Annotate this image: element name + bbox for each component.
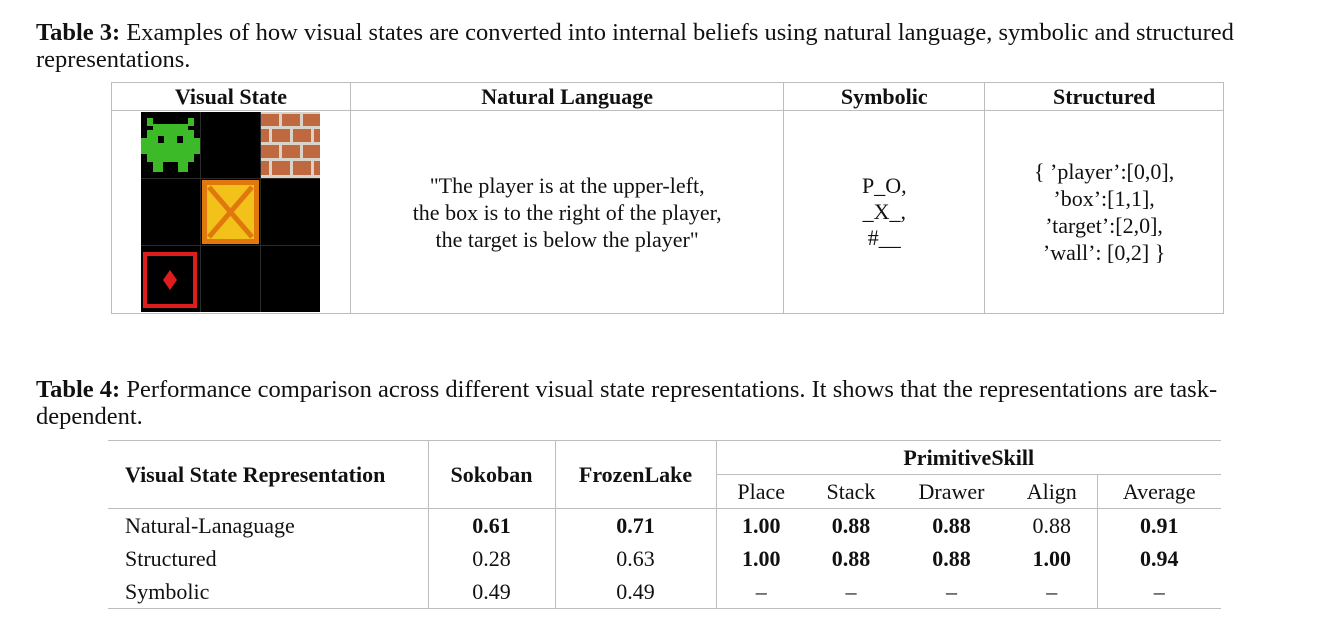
player-sprite-icon bbox=[141, 112, 200, 178]
table4-subheader-align: Align bbox=[1007, 475, 1097, 509]
row-label: Structured bbox=[108, 542, 428, 575]
table3-caption-text: Examples of how visual states are converted into internal beliefs using natural language, symbolic and structured representations. bbox=[36, 19, 1234, 73]
table-row bbox=[108, 542, 1221, 575]
table-row bbox=[108, 575, 1221, 609]
structured-line: ’wall’: [0,2] } bbox=[1042, 240, 1166, 265]
cell-sokoban: 0.28 bbox=[428, 542, 555, 575]
symbolic-line: #__ bbox=[867, 225, 901, 250]
cell-average: 0.94 bbox=[1097, 542, 1221, 575]
grid-cell-empty bbox=[141, 179, 200, 245]
symbolic-line: _X_, bbox=[862, 199, 906, 224]
grid-cell-empty bbox=[201, 112, 260, 178]
grid-cell-empty bbox=[261, 179, 320, 245]
cell-frozenlake: 0.49 bbox=[555, 575, 716, 609]
table4-subheader-drawer: Drawer bbox=[896, 475, 1007, 509]
cell-place: – bbox=[716, 575, 806, 609]
structured-cell bbox=[985, 111, 1224, 314]
symbolic-cell bbox=[784, 111, 985, 314]
cell-drawer: – bbox=[896, 575, 1007, 609]
grid-cell-box bbox=[201, 179, 260, 245]
sokoban-grid bbox=[141, 112, 320, 312]
table4-header-frozenlake: FrozenLake bbox=[555, 441, 716, 509]
cell-stack: – bbox=[806, 575, 896, 609]
grid-cell-player bbox=[141, 112, 200, 178]
nl-line: "The player is at the upper-left, bbox=[429, 172, 705, 198]
target-icon bbox=[141, 246, 200, 312]
cell-place: 1.00 bbox=[742, 545, 781, 571]
row-label: Symbolic bbox=[108, 575, 428, 609]
cell-align: – bbox=[1007, 575, 1097, 609]
table4-caption-text: Performance comparison across different visual state representations. It shows that the representations are task-dependent. bbox=[36, 376, 1218, 430]
structured-line: ’target’:[2,0], bbox=[1045, 213, 1163, 238]
table4-subheader-average: Average bbox=[1097, 475, 1221, 509]
table4-caption-label: Table 4: bbox=[36, 376, 121, 403]
table-row bbox=[108, 509, 1221, 543]
table4-header-representation: Visual State Representation bbox=[108, 441, 428, 509]
cell-average: 0.91 bbox=[1097, 509, 1221, 543]
table3-header-symbolic: Symbolic bbox=[784, 83, 985, 111]
grid-cell-target bbox=[141, 246, 200, 312]
cell-align: 1.00 bbox=[1032, 545, 1071, 571]
cell-drawer: 0.88 bbox=[932, 512, 971, 538]
table4 bbox=[108, 440, 1221, 609]
cell-average: – bbox=[1097, 575, 1221, 609]
table3 bbox=[111, 82, 1224, 314]
table4-subheader-place: Place bbox=[716, 475, 806, 509]
grid-cell-wall bbox=[261, 112, 320, 178]
natural-language-cell bbox=[350, 111, 783, 314]
cell-drawer: 0.88 bbox=[932, 545, 971, 571]
cell-stack: 0.88 bbox=[831, 545, 871, 571]
grid-cell-empty bbox=[201, 246, 260, 312]
table3-caption-label: Table 3: bbox=[36, 19, 121, 46]
table4-subheader-stack: Stack bbox=[806, 475, 896, 509]
table4-header-primitiveskill: PrimitiveSkill bbox=[716, 441, 1221, 475]
table3-caption bbox=[36, 19, 1288, 73]
table3-header-structured: Structured bbox=[985, 83, 1224, 111]
cell-place: 1.00 bbox=[742, 512, 781, 538]
nl-line: the target is below the player" bbox=[435, 226, 699, 252]
brick-wall-icon bbox=[261, 112, 320, 178]
table4-caption bbox=[36, 376, 1288, 430]
cell-align: 0.88 bbox=[1032, 512, 1071, 538]
crate-box-icon bbox=[201, 179, 260, 245]
table4-header-sokoban: Sokoban bbox=[428, 441, 555, 509]
table3-header-natural-language: Natural Language bbox=[350, 83, 783, 111]
cell-frozenlake: 0.63 bbox=[555, 542, 716, 575]
cell-sokoban: 0.61 bbox=[428, 509, 555, 543]
table3-header-visual-state: Visual State bbox=[112, 83, 351, 111]
row-label: Natural-Lanaguage bbox=[108, 509, 428, 543]
cell-stack: 0.88 bbox=[831, 512, 871, 538]
nl-line: the box is to the right of the player, bbox=[412, 199, 722, 225]
cell-frozenlake: 0.71 bbox=[555, 509, 716, 543]
cell-sokoban: 0.49 bbox=[428, 575, 555, 609]
structured-line: { ’player’:[0,0], bbox=[1033, 159, 1175, 184]
table4-body bbox=[108, 509, 1221, 609]
symbolic-line: P_O, bbox=[861, 173, 907, 198]
grid-cell-empty bbox=[261, 246, 320, 312]
visual-state-cell bbox=[112, 111, 351, 314]
structured-line: ’box’:[1,1], bbox=[1053, 186, 1155, 211]
